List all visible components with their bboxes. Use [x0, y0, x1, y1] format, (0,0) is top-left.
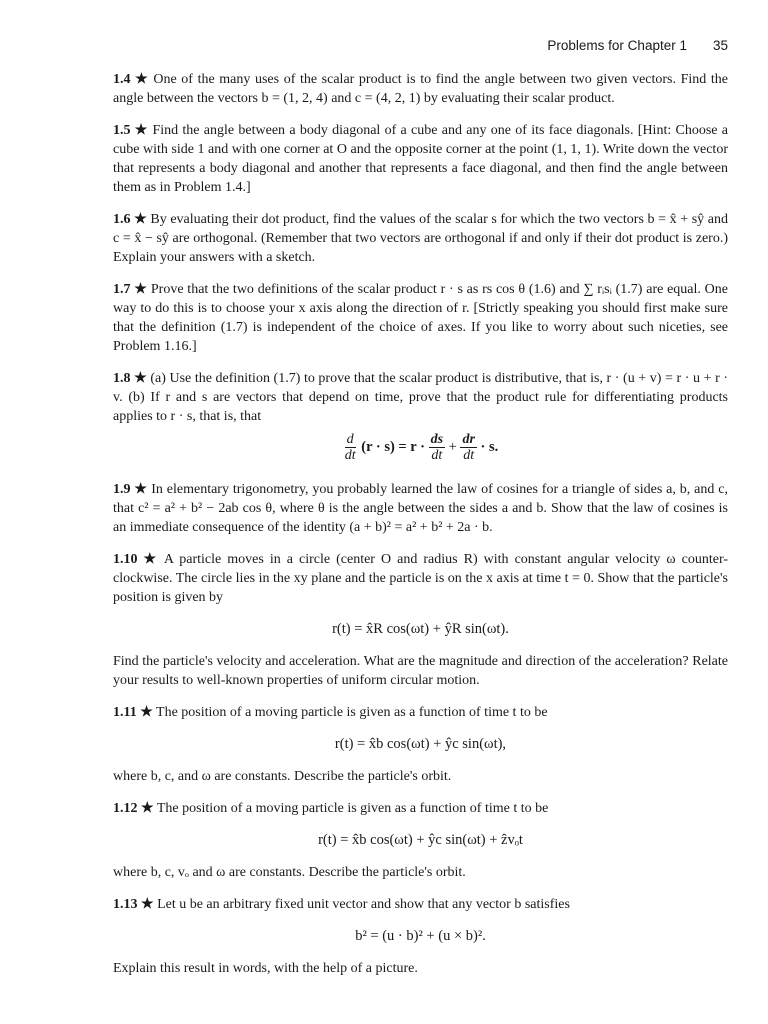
- equation-term: (r · s) = r ·: [361, 439, 425, 455]
- vector-identity-equation: b² = (u · b)² + (u × b)².: [355, 928, 486, 944]
- problem-number: 1.5 ★: [113, 123, 149, 138]
- problem-number: 1.12 ★: [113, 801, 154, 816]
- fraction-ds-dt: $\frac{ds}{dt}$: [430, 432, 444, 464]
- problem-text: The position of a moving particle is given as a function of time t to be: [156, 801, 549, 816]
- problem-1-4: [113, 70, 728, 108]
- product-rule-equation: [113, 430, 728, 464]
- problem-followup: where b, c, vₒ and ω are constants. Describe the particle's orbit.: [113, 865, 466, 880]
- fraction-d-dt: $\frac{d}{dt}$: [344, 432, 356, 464]
- problem-text: One of the many uses of the scalar product is to find the angle between two given vectors. Find the angle between the vectors b = (1, 2, 4) and c = (4, 2, 1) by evaluating their scalar product.: [113, 72, 728, 106]
- problem-text: Let u be an arbitrary fixed unit vector and show that any vector b satisfies: [157, 897, 570, 912]
- problem-1-6: [113, 210, 728, 267]
- problem-number: 1.10 ★: [113, 552, 159, 567]
- page-number: 35: [712, 38, 728, 53]
- problem-text: By evaluating their dot product, find the values of the scalar s for which the two vectors b = x̂ + sŷ and c = x̂ − sŷ are orthogonal. (Remember that two vectors are orthogonal if and only if their dot product is zero.) Explain your answers with a sketch.: [113, 212, 728, 265]
- equation-operator: +: [448, 439, 457, 455]
- chapter-title: Problems for Chapter 1: [547, 38, 687, 53]
- problem-1-10: [113, 550, 728, 607]
- problem-1-7: [113, 280, 728, 356]
- position-equation: r(t) = x̂R cos(ωt) + ŷR sin(ωt).: [332, 621, 509, 637]
- problem-followup: where b, c, and ω are constants. Describe the particle's orbit.: [113, 769, 452, 784]
- problem-1-8: [113, 369, 728, 426]
- problem-number: 1.9 ★: [113, 482, 148, 497]
- problem-1-9: [113, 480, 728, 537]
- problem-1-11: [113, 703, 728, 722]
- problem-number: 1.8 ★: [113, 371, 147, 386]
- problem-text: A particle moves in a circle (center O and radius R) with constant angular velocity ω counter-clockwise. The circle lies in the xy plane and the particle is on the x axis at time t = 0. Show that the particle's position is given by: [113, 552, 729, 605]
- problem-followup: Explain this result in words, with the help of a picture.: [113, 961, 418, 976]
- problem-number: 1.7 ★: [113, 282, 148, 297]
- problem-text: The position of a moving particle is given as a function of time t to be: [156, 705, 548, 720]
- problem-number: 1.11 ★: [113, 705, 153, 720]
- equation-term: · s.: [480, 439, 499, 455]
- problem-text: In elementary trigonometry, you probably learned the law of cosines for a triangle of sides a, b, and c, that c² = a² + b² − 2ab cos θ, where θ is the angle between the sides a and b. Show that the law of cosines is an immediate consequence of the identity (a + b)² = a² + b² + 2a · b.: [113, 482, 728, 535]
- fraction-dr-dt: $\frac{dr}{dt}$: [462, 432, 475, 464]
- problem-followup: Find the particle's velocity and acceleration. What are the magnitude and direction of the acceleration? Relate your results to well-known properties of uniform circular motion.: [113, 654, 728, 688]
- problem-text: (a) Use the definition (1.7) to prove that the scalar product is distributive, that is, r · (u + v) = r · u + r · v. (b) If r and s are vectors that depend on time, prove that the product rule for differentiating products applies to r · s, that is, that: [113, 371, 728, 424]
- problem-text: Find the angle between a body diagonal of a cube and any one of its face diagonals. [Hint: Choose a cube with side 1 and with one corner at O and the opposite corner at the point (1, 1, 1). Write down the vector that represents a body diagonal and another that represents a face diagonal, and then find the angle between them as in Problem 1.4.]: [113, 123, 729, 195]
- problem-1-13: [113, 895, 728, 914]
- problem-number: 1.13 ★: [113, 897, 154, 912]
- problem-list: [113, 70, 728, 991]
- orbit-equation: r(t) = x̂b cos(ωt) + ŷc sin(ωt),: [334, 736, 507, 752]
- helix-equation: r(t) = x̂b cos(ωt) + ŷc sin(ωt) + ẑvₒt: [318, 832, 523, 848]
- problem-number: 1.4 ★: [113, 72, 149, 87]
- problem-number: 1.6 ★: [113, 212, 147, 227]
- problem-1-5: [113, 121, 728, 197]
- problem-text: Prove that the two definitions of the scalar product r · s as rs cos θ (1.6) and ∑ rᵢsᵢ (1.7) are equal. One way to do this is to choose your x axis along the direction of r. [Strictly speaking you should first make sure that the definition (1.7) is independent of the choice of axes. If you like to worry about such niceties, see Problem 1.16.]: [113, 282, 729, 354]
- running-head: [547, 38, 728, 53]
- problem-1-12: [113, 799, 728, 818]
